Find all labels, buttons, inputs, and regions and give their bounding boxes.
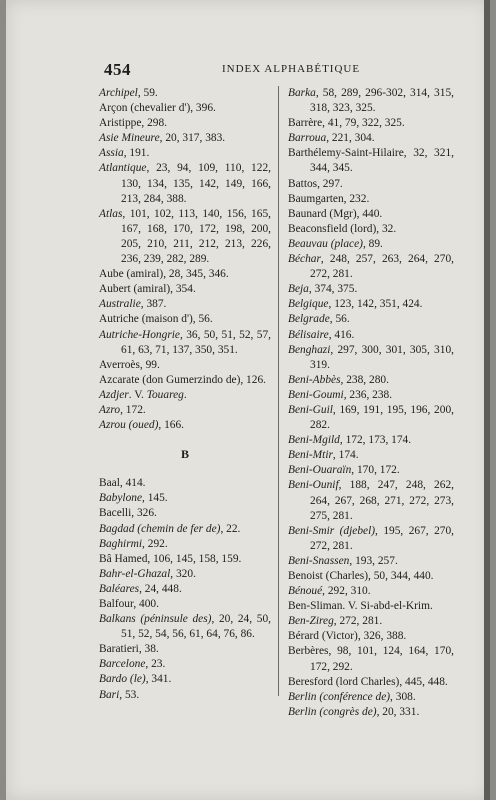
index-entry: Assia, 191. <box>99 147 150 160</box>
index-entry: Autriche-Hongrie, 36, 50, 51, 52, 57, 61, 63, 71, 137, 350, 351. <box>99 328 271 356</box>
index-entry: Bacelli, 326. <box>99 507 157 520</box>
section-letter: B <box>180 447 189 462</box>
index-entry: Barka, 58, 289, 296-302, 314, 315, 318, 323, 325. <box>288 87 454 115</box>
running-title: INDEX ALPHABÉTIQUE <box>222 63 361 75</box>
index-entry: Aubert (amiral), 354. <box>99 283 196 296</box>
index-entry: Beni-Ounif, 188, 247, 248, 262, 264, 267, 268, 271, 272, 273, 275, 281. <box>288 479 454 522</box>
running-header <box>104 60 464 80</box>
index-entry: Beaconsfield (lord), 32. <box>288 222 397 235</box>
index-entry: Archipel, 59. <box>99 87 158 99</box>
index-entry: Beni-Smir (djebel), 195, 267, 270, 272, 281. <box>288 524 454 552</box>
index-entry: Bâ Hamed, 106, 145, 158, 159. <box>99 552 242 565</box>
index-entry: Barthélemy-Saint-Hilaire, 32, 321, 344, 345. <box>288 147 454 175</box>
page-edge <box>484 0 490 800</box>
page-number: 454 <box>104 60 131 79</box>
index-entry: Aristippe, 298. <box>99 117 168 130</box>
index-entry: Baumgarten, 232. <box>288 192 370 205</box>
index-entry: Azdjer. V. Touareg. <box>99 388 187 401</box>
index-entry: Battos, 297. <box>288 177 343 190</box>
index-entry: Beauvau (place), 89. <box>288 237 383 250</box>
index-entry: Averroès, 99. <box>99 358 160 371</box>
index-entry: Beni-Goumi, 236, 238. <box>288 388 393 401</box>
index-entry: Azrou (oued), 166. <box>99 419 185 432</box>
index-entry: Baléares, 24, 448. <box>99 582 182 595</box>
index-entry: Bari, 53. <box>99 688 140 701</box>
index-entry: Beni-Mtir, 174. <box>288 449 359 462</box>
index-entry: Babylone, 145. <box>99 492 168 505</box>
index-entry: Baal, 414. <box>99 477 146 490</box>
index-entry: Beni-Ouaraïn, 170, 172. <box>288 464 400 477</box>
index-entry: Beni-Abbès, 238, 280. <box>288 373 389 386</box>
index-entry: Beni-Mgild, 172, 173, 174. <box>288 434 412 447</box>
index-entry: Bérard (Victor), 326, 388. <box>288 630 407 643</box>
index-entry: Béchar, 248, 257, 263, 264, 270, 272, 281. <box>288 253 454 281</box>
index-entry: Baghirmi, 292. <box>99 537 168 550</box>
index-entry: Baunard (Mgr), 440. <box>288 207 383 220</box>
index-entry: Beni-Guil, 169, 191, 195, 196, 200, 282. <box>288 403 454 432</box>
index-entry: Baratieri, 38. <box>99 643 159 656</box>
index-entry: Ben-Zireg, 272, 281. <box>288 615 383 628</box>
index-entry: Asie Mineure, 20, 317, 383. <box>99 132 226 145</box>
index-entry: Bardo (le), 341. <box>99 673 172 686</box>
index-entry: Autriche (maison d'), 56. <box>99 313 213 326</box>
index-entry: Atlas, 101, 102, 113, 140, 156, 165, 167, 168, 170, 172, 198, 200, 205, 210, 211, 212, 213, 226, 236, 239, 282, 289. <box>99 207 271 266</box>
index-entry: Balkans (péninsule des), 20, 24, 50, 51, 52, 54, 56, 61, 64, 76, 86. <box>99 613 271 641</box>
index-entry: Arçon (chevalier d'), 396. <box>99 102 216 115</box>
index-entry: Barcelone, 23. <box>99 658 166 671</box>
index-entry: Ben-Sliman. V. Si-abd-el-Krim. <box>288 600 433 613</box>
index-entry: Berlin (congrès de), 20, 331. <box>288 705 420 718</box>
index-entry: Atlantique, 23, 94, 109, 110, 122, 130, 134, 135, 142, 149, 166, 213, 284, 388. <box>99 162 271 205</box>
index-entry: Bélisaire, 416. <box>288 328 355 341</box>
index-entry: Beresford (lord Charles), 445, 448. <box>288 675 448 688</box>
index-entry: Beja, 374, 375. <box>288 283 358 296</box>
index-entry: Beni-Snassen, 193, 257. <box>288 554 398 567</box>
index-entry: Belgrade, 56. <box>288 313 350 326</box>
index-entry: Bahr-el-Ghazal, 320. <box>99 567 196 580</box>
index-entry: Azcarate (don Gumerzindo de), 126. <box>99 373 266 386</box>
index-entry: Barrère, 41, 79, 322, 325. <box>288 117 405 130</box>
index-entry: Aube (amiral), 28, 345, 346. <box>99 268 229 281</box>
column-divider <box>278 86 279 696</box>
index-entry: Bénoué, 292, 310. <box>288 585 371 598</box>
index-column-right <box>288 86 454 720</box>
index-entry: Berlin (conférence de), 308. <box>288 690 416 703</box>
index-entry: Benoist (Charles), 50, 344, 440. <box>288 570 434 582</box>
book-page <box>6 0 490 800</box>
index-entry: Berbères, 98, 101, 124, 164, 170, 172, 292. <box>288 645 454 673</box>
index-entry: Benghazi, 297, 300, 301, 305, 310, 319. <box>288 343 454 371</box>
index-column-left <box>99 86 271 703</box>
index-entry: Barroua, 221, 304. <box>288 132 375 145</box>
index-entry: Australie, 387. <box>99 298 167 311</box>
index-entry: Bagdad (chemin de fer de), 22. <box>99 522 241 535</box>
index-entry: Balfour, 400. <box>99 598 159 610</box>
index-entry: Azro, 172. <box>99 403 146 416</box>
index-entry: Belgique, 123, 142, 351, 424. <box>288 298 423 311</box>
